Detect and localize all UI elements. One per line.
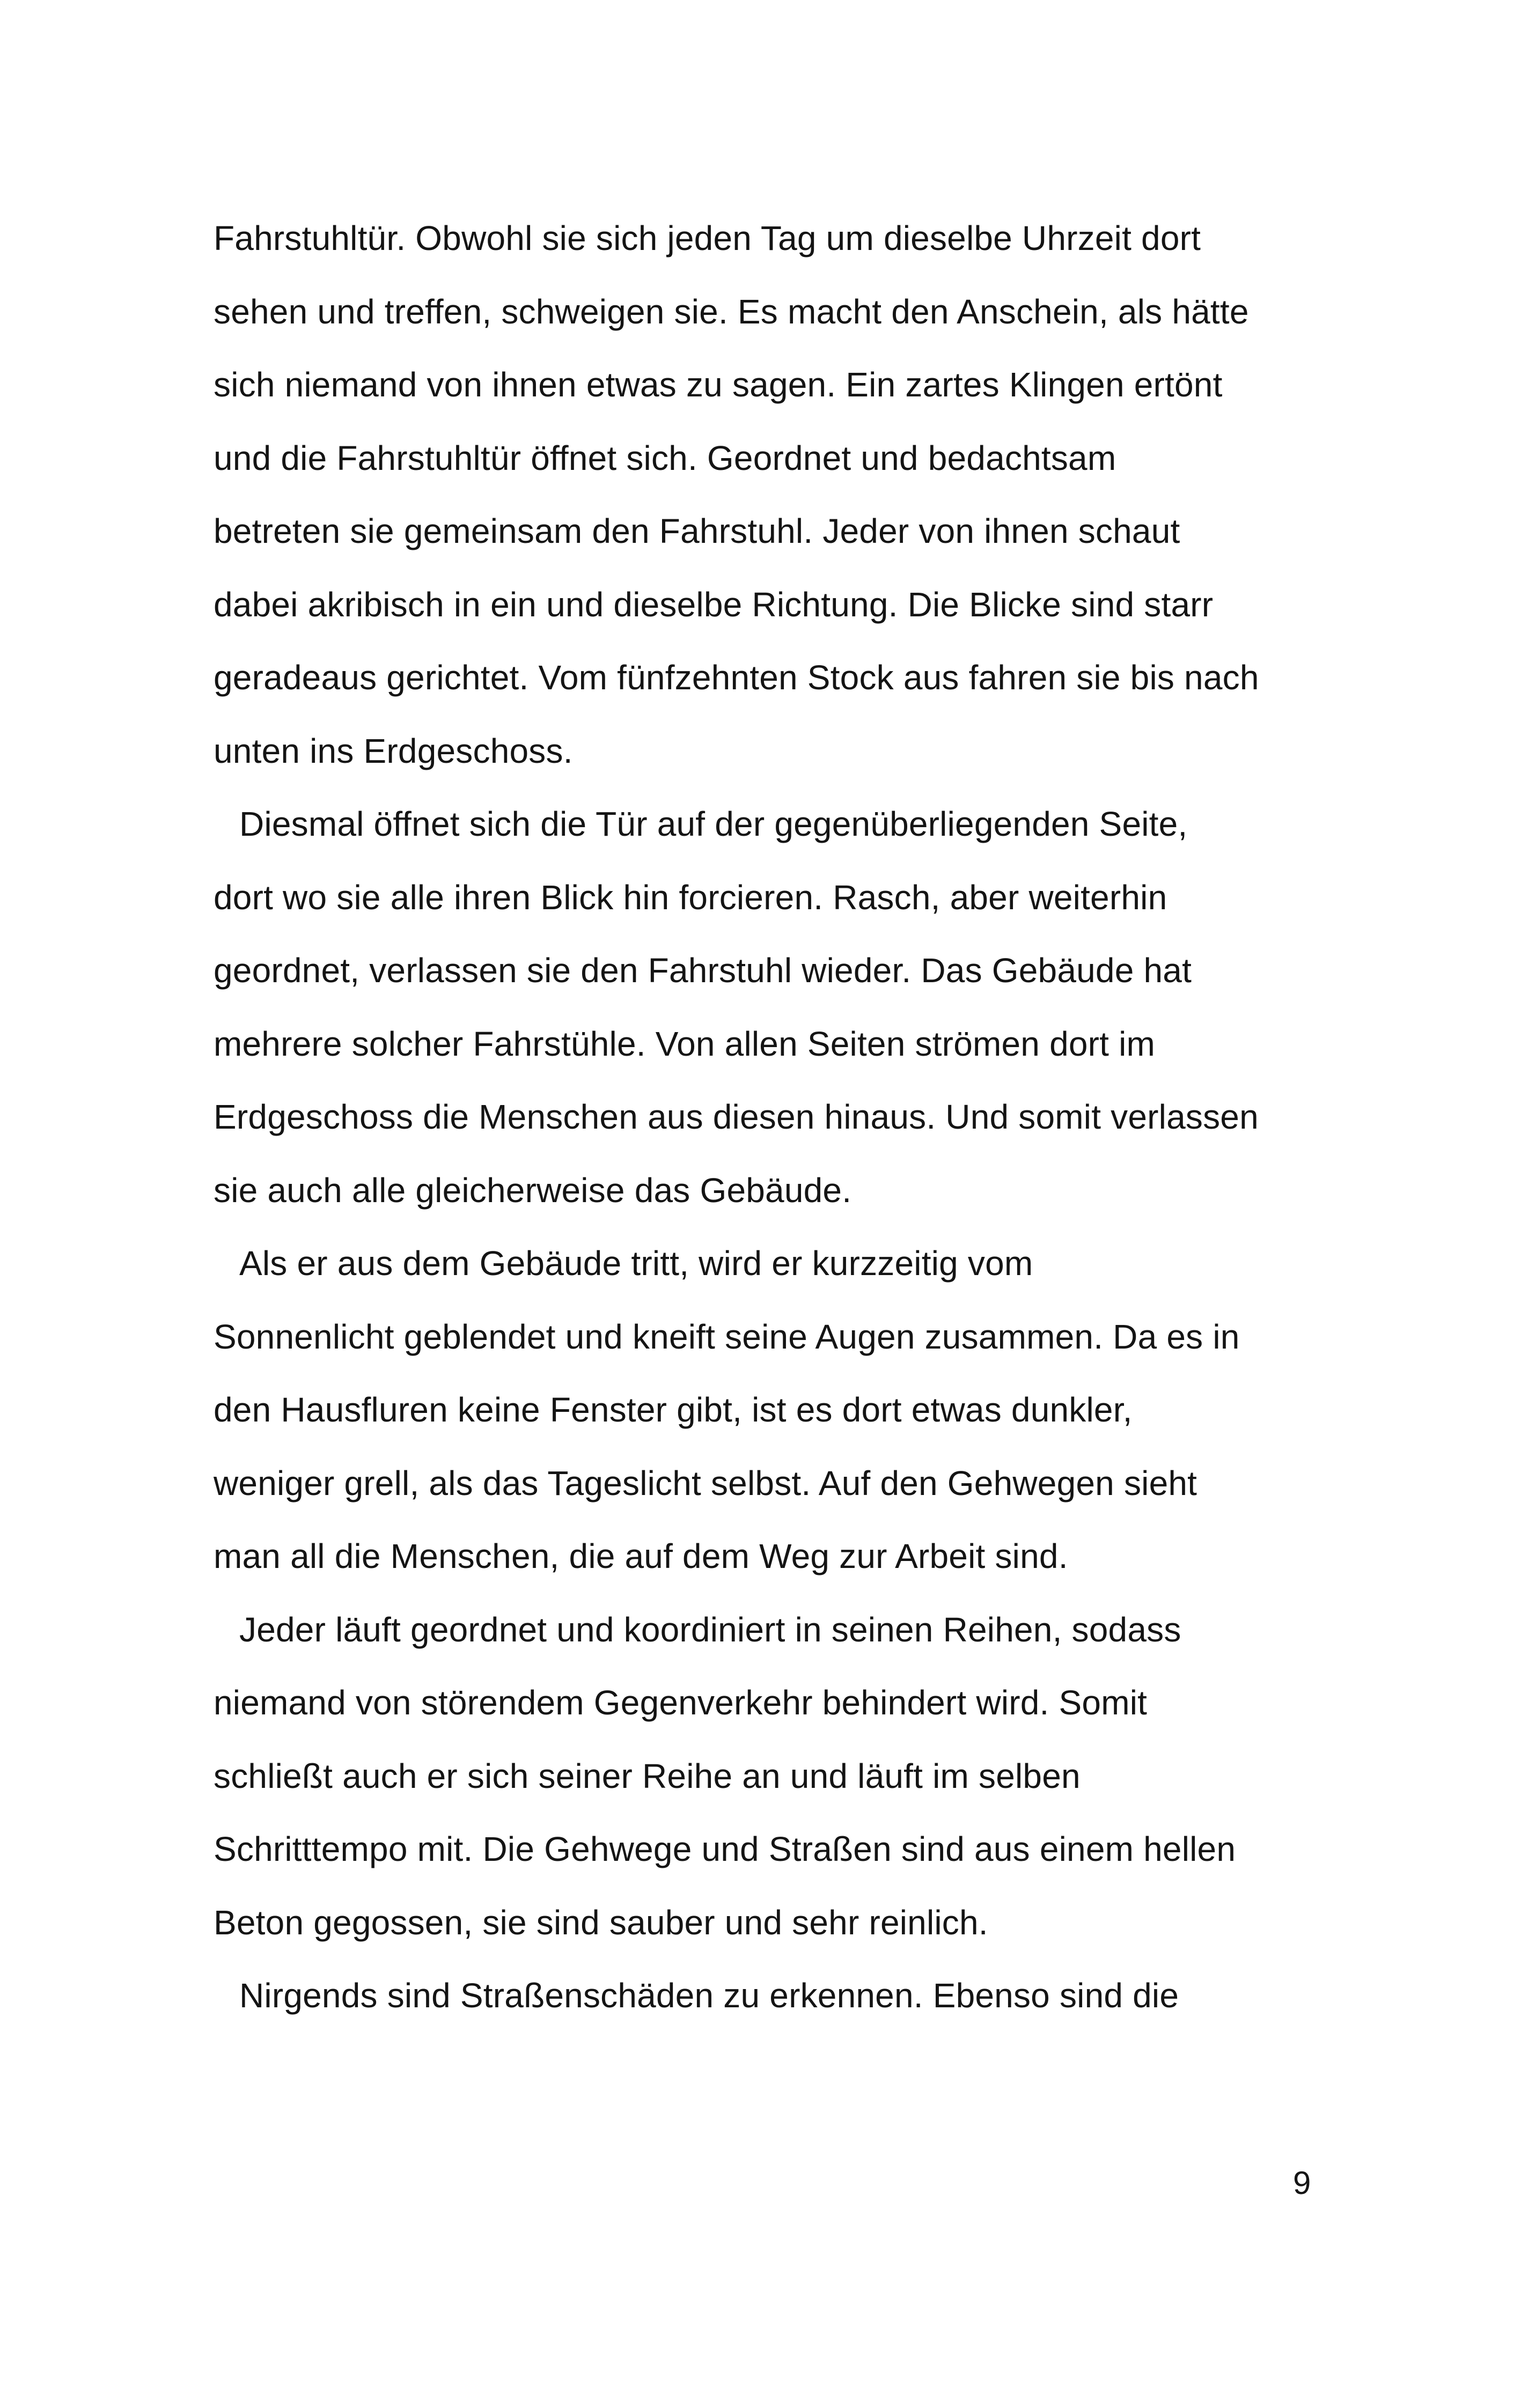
text-line: betreten sie gemeinsam den Fahrstuhl. Jeder von ihnen schaut <box>214 512 1180 550</box>
text-line: sie auch alle gleicherweise das Gebäude. <box>214 1170 852 1210</box>
text-line: niemand von störendem Gegenverkehr behindert wird. Somit <box>214 1683 1148 1722</box>
text-line: Erdgeschoss die Menschen aus diesen hinaus. Und somit verlassen <box>214 1098 1259 1136</box>
text-line: Schritttempo mit. Die Gehwege und Straßen sind aus einem hellen <box>214 1830 1236 1868</box>
text-line: Jeder läuft geordnet und koordiniert in seinen Reihen, sodass <box>239 1610 1181 1649</box>
text-line: Fahrstuhltür. Obwohl sie sich jeden Tag um dieselbe Uhrzeit dort <box>214 219 1201 257</box>
text-line: Als er aus dem Gebäude tritt, wird er kurzzeitig vom <box>239 1244 1033 1283</box>
text-line: man all die Menschen, die auf dem Weg zur Arbeit sind. <box>214 1537 1068 1575</box>
text-line: den Hausfluren keine Fenster gibt, ist es dort etwas dunkler, <box>214 1390 1133 1429</box>
text-line: sehen und treffen, schweigen sie. Es macht den Anschein, als hätte <box>214 292 1249 331</box>
text-line: weniger grell, als das Tageslicht selbst. Auf den Gehwegen sieht <box>214 1463 1197 1503</box>
text-line: und die Fahrstuhltür öffnet sich. Geordnet und bedachtsam <box>214 438 1116 477</box>
text-line: Diesmal öffnet sich die Tür auf der gegenüberliegenden Seite, <box>239 805 1188 843</box>
text-line: geradeaus gerichtet. Vom fünfzehnten Stock aus fahren sie bis nach <box>214 658 1259 697</box>
text-line: sich niemand von ihnen etwas zu sagen. Ein zartes Klingen ertönt <box>214 365 1223 404</box>
text-line: geordnet, verlassen sie den Fahrstuhl wieder. Das Gebäude hat <box>214 951 1192 990</box>
text-line: unten ins Erdgeschoss. <box>214 731 573 770</box>
text-line: dort wo sie alle ihren Blick hin forcieren. Rasch, aber weiterhin <box>214 878 1167 917</box>
text-line: Beton gegossen, sie sind sauber und sehr reinlich. <box>214 1903 988 1942</box>
text-line: Nirgends sind Straßenschäden zu erkennen. Ebenso sind die <box>239 1976 1179 2015</box>
text-line: Sonnenlicht geblendet und kneift seine Augen zusammen. Da es in <box>214 1317 1240 1356</box>
body-text <box>214 215 1329 2045</box>
text-line: schließt auch er sich seiner Reihe an und läuft im selben <box>214 1756 1081 1795</box>
page-number: 9 <box>1293 2165 1311 2201</box>
text-line: mehrere solcher Fahrstühle. Von allen Seiten strömen dort im <box>214 1024 1156 1063</box>
text-line: dabei akribisch in ein und dieselbe Richtung. Die Blicke sind starr <box>214 585 1214 624</box>
